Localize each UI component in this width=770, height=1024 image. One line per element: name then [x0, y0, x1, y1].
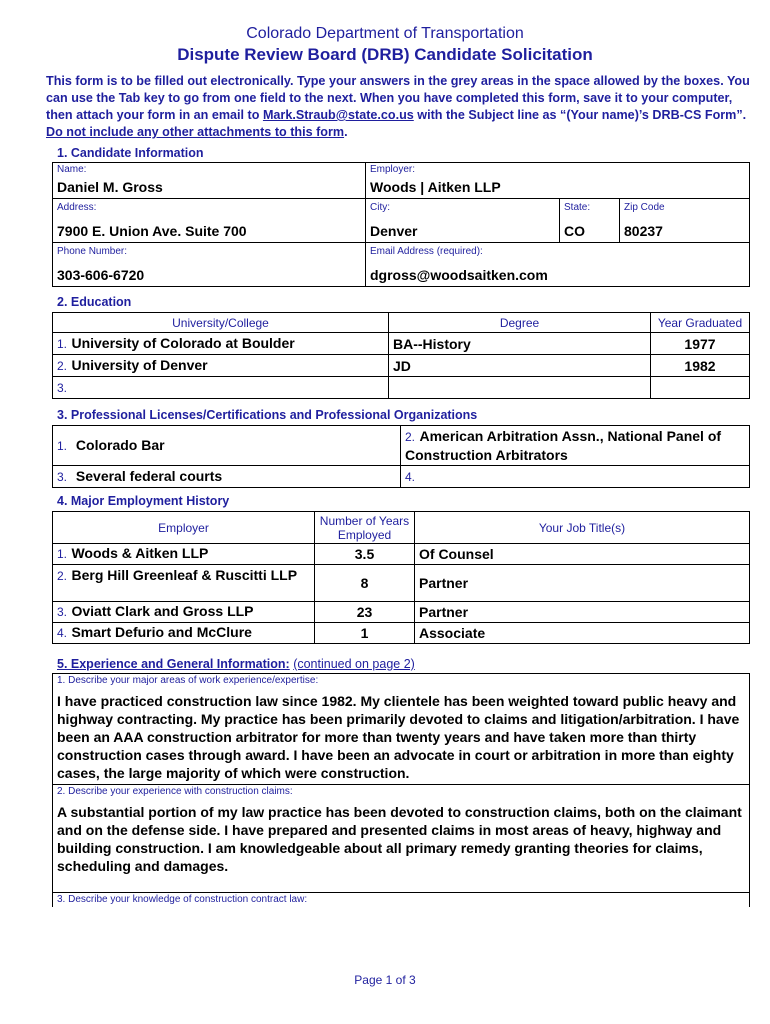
- licenses-table: [52, 425, 750, 488]
- col-years-header: Number of Years Employed: [315, 512, 415, 544]
- col-employer-header: Employer: [53, 512, 315, 544]
- section-1-heading: 1. Candidate Information: [57, 146, 204, 160]
- row-number: 3.: [57, 605, 68, 619]
- experience-question-3[interactable]: [53, 893, 750, 907]
- employment-row[interactable]: [53, 623, 315, 644]
- instructions: [46, 73, 756, 141]
- answer-1-field[interactable]: I have practiced construction law since 1982. My clientele has been weighted toward public heavy and highway contracting. My practice has been primarily devoted to claims and litigation/arbitration. I have been an AAA construction arbitrator for more than twenty years and have taken more than thirty construction cases through award. I have been an advocate in court or arbitration in more than eighty cases, the large majority of which were construction.: [57, 693, 740, 781]
- education-row[interactable]: [53, 333, 389, 355]
- employer-cell[interactable]: [366, 163, 750, 199]
- year-field[interactable]: [651, 377, 750, 399]
- row-number: 1.: [57, 547, 68, 561]
- col-title-header: Your Job Title(s): [415, 512, 750, 544]
- item-number: 2.: [405, 430, 416, 444]
- zip-field[interactable]: 80237: [624, 223, 663, 239]
- job-title-field[interactable]: Partner: [415, 602, 750, 623]
- years-field[interactable]: 8: [315, 565, 415, 602]
- employer-field[interactable]: Woods & Aitken LLP: [71, 545, 209, 561]
- agency-name: Colorado Department of Transportation: [246, 25, 524, 42]
- employer-field[interactable]: Smart Defurio and McClure: [71, 624, 252, 640]
- job-title-field[interactable]: Of Counsel: [415, 544, 750, 565]
- education-row[interactable]: [53, 377, 389, 399]
- email-field[interactable]: dgross@woodsaitken.com: [370, 267, 548, 283]
- section-5-heading: [57, 657, 415, 671]
- form-title: Dispute Review Board (DRB) Candidate Solicitation: [177, 45, 593, 64]
- email-cell[interactable]: [366, 243, 750, 287]
- candidate-info-table: [52, 162, 750, 287]
- name-field[interactable]: Daniel M. Gross: [57, 179, 163, 195]
- section-4-heading: 4. Major Employment History: [57, 494, 230, 508]
- address-label: Address:: [57, 202, 97, 213]
- employment-row[interactable]: [53, 565, 315, 602]
- experience-table: [52, 673, 750, 907]
- employer-field[interactable]: Oviatt Clark and Gross LLP: [71, 603, 254, 619]
- section-3-heading: 3. Professional Licenses/Certifications and Professional Organizations: [57, 408, 478, 422]
- city-label: City:: [370, 202, 390, 213]
- years-field[interactable]: 3.5: [315, 544, 415, 565]
- instructions-text: This form is to be filled out electronically. Type your answers in the grey areas in the space allowed by the boxes. You can use the Tab key to go from one field to the next. When you have completed this form, save it to your computer, then attach your form in an email to: [46, 74, 750, 122]
- item-number: 3.: [57, 469, 68, 484]
- col-university-header: University/College: [53, 313, 389, 333]
- col-year-header: Year Graduated: [651, 313, 750, 333]
- city-field[interactable]: Denver: [370, 223, 418, 239]
- university-field[interactable]: University of Denver: [71, 356, 208, 373]
- year-field[interactable]: 1982: [651, 355, 750, 377]
- row-number: 4.: [57, 626, 68, 640]
- instructions-text-2: with the Subject line as “(Your name)’s DRB-CS Form”.: [413, 108, 747, 122]
- address-field[interactable]: 7900 E. Union Ave. Suite 700: [57, 223, 247, 239]
- degree-field[interactable]: JD: [389, 355, 651, 377]
- job-title-field[interactable]: Partner: [415, 565, 750, 602]
- employment-row[interactable]: [53, 602, 315, 623]
- state-cell[interactable]: [560, 199, 620, 243]
- education-row[interactable]: [53, 355, 389, 377]
- phone-field[interactable]: 303-606-6720: [57, 267, 145, 283]
- phone-label: Phone Number:: [57, 246, 128, 257]
- experience-question-1[interactable]: [53, 674, 750, 785]
- job-title-field[interactable]: Associate: [415, 623, 750, 644]
- row-number: 2.: [57, 358, 68, 373]
- col-degree-header: Degree: [389, 313, 651, 333]
- question-1-label: 1. Describe your major areas of work experience/expertise:: [57, 675, 319, 686]
- city-cell[interactable]: [366, 199, 560, 243]
- instructions-end: .: [344, 125, 348, 139]
- license-field[interactable]: Several federal courts: [75, 467, 223, 484]
- license-item[interactable]: [401, 426, 750, 466]
- page-number: Page 1 of 3: [354, 973, 416, 987]
- address-cell[interactable]: [53, 199, 366, 243]
- item-number: 1.: [57, 438, 68, 453]
- years-field[interactable]: 1: [315, 623, 415, 644]
- question-3-label: 3. Describe your knowledge of construction contract law:: [57, 894, 308, 905]
- zip-label: Zip Code: [624, 202, 665, 213]
- section-2-heading: 2. Education: [57, 295, 132, 309]
- university-field[interactable]: University of Colorado at Boulder: [71, 334, 295, 351]
- name-label: Name:: [57, 164, 87, 175]
- email-label: Email Address (required):: [370, 246, 483, 257]
- employer-label: Employer:: [370, 164, 416, 175]
- section-5-title: 5. Experience and General Information:: [57, 657, 290, 671]
- zip-cell[interactable]: [620, 199, 750, 243]
- answer-2-field[interactable]: A substantial portion of my law practice has been devoted to construction claims, both on the claimant and on the defense side. I have prepared and presented claims in most areas of heavy, highway and building construction. I am knowledgeable about all primary remedy granting theories for claims, scheduling and damages.: [57, 804, 742, 874]
- license-item[interactable]: [53, 466, 401, 488]
- license-item[interactable]: [401, 466, 750, 488]
- license-item[interactable]: [53, 426, 401, 466]
- row-number: 2.: [57, 569, 68, 583]
- question-2-label: 2. Describe your experience with construction claims:: [57, 786, 293, 797]
- phone-cell[interactable]: [53, 243, 366, 287]
- employer-field[interactable]: Berg Hill Greenleaf & Ruscitti LLP: [71, 567, 298, 583]
- employer-field[interactable]: Woods | Aitken LLP: [370, 179, 501, 195]
- experience-question-2[interactable]: [53, 785, 750, 893]
- item-number: 4.: [405, 469, 416, 484]
- years-field[interactable]: 23: [315, 602, 415, 623]
- license-field[interactable]: Colorado Bar: [75, 436, 165, 453]
- education-table: [52, 312, 750, 399]
- submission-email-link[interactable]: Mark.Straub@state.co.us: [262, 108, 414, 122]
- name-cell[interactable]: [53, 163, 366, 199]
- employment-table: [52, 511, 750, 644]
- row-number: 1.: [57, 336, 68, 351]
- continued-note: (continued on page 2): [293, 657, 415, 671]
- attachments-warning: Do not include any other attachments to this form: [46, 125, 345, 139]
- degree-field[interactable]: BA--History: [389, 333, 651, 355]
- degree-field[interactable]: [389, 377, 651, 399]
- row-number: 3.: [57, 380, 68, 395]
- state-field[interactable]: CO: [564, 223, 585, 239]
- license-field[interactable]: American Arbitration Assn., National Panel of Construction Arbitrators: [405, 428, 722, 463]
- employment-row[interactable]: [53, 544, 315, 565]
- year-field[interactable]: 1977: [651, 333, 750, 355]
- state-label: State:: [564, 202, 591, 213]
